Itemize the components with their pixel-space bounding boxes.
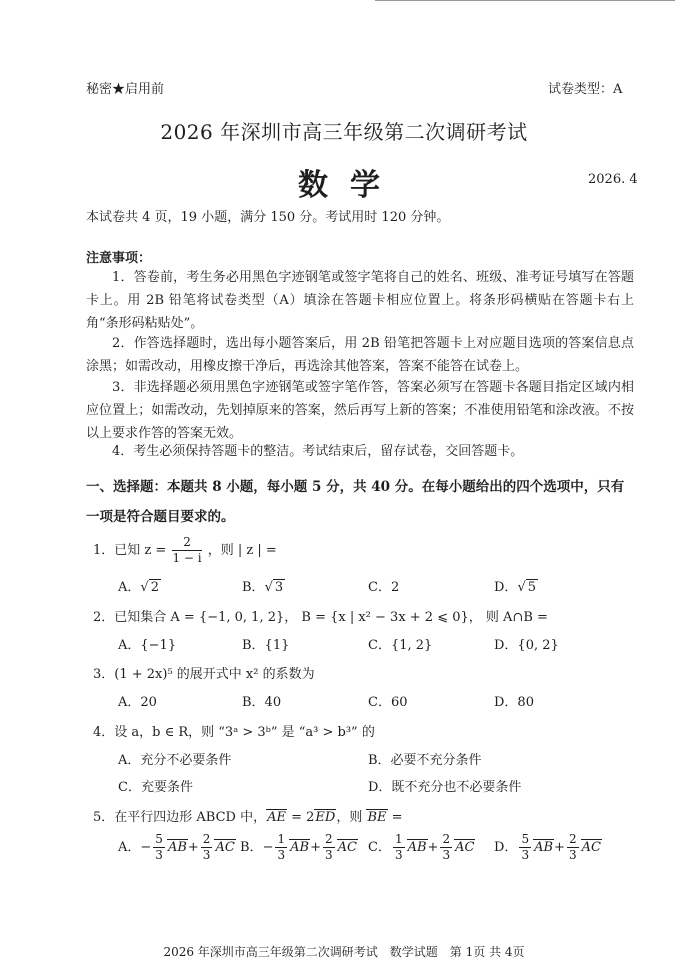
vector-be: BE — [367, 810, 387, 825]
q1-number: 1． — [93, 543, 115, 558]
vector-ed: ED — [315, 810, 336, 825]
q1-option-b: B．√ 3 — [242, 580, 284, 595]
q3-option-d: D．80 — [494, 695, 534, 710]
q1-option-d: D．√ 5 — [494, 580, 537, 595]
q2-option-c: C．{1, 2} — [368, 638, 433, 653]
q5-option-d: D． $\frac{5}{3}$ AB+ $\frac{2}{3}$ AC — [494, 832, 601, 862]
q5-option-a: A．− $\frac{5}{3}$ AB+ $\frac{2}{3}$ AC — [118, 832, 235, 862]
scan-edge-line — [375, 0, 675, 2]
question-4: 4．设 a，b ∈ R，则 “3ᵃ > 3ᵇ” 是 “a³ > b³” 的 — [93, 725, 375, 740]
q1-prefix: 已知 z = — [114, 543, 167, 558]
q1-option-a: A．√ 2 — [118, 580, 159, 595]
note-item-4: 4．考生必须保持答题卡的整洁。考试结束后，留存试卷，交回答题卡。 — [112, 444, 524, 459]
section-1-heading: 一、选择题：本题共 8 小题，每小题 5 分，共 40 分。在每小题给出的四个选项中，只有一项是符合题目要求的。 — [86, 479, 625, 525]
q1-option-c: C．2 — [368, 580, 400, 595]
exam-title: 2026 年深圳市高三年级第二次调研考试 — [160, 120, 528, 144]
q3-option-b: B．40 — [242, 695, 282, 710]
exam-date: 2026. 4 — [588, 172, 638, 187]
q1-frac-numerator: 2 — [172, 535, 201, 551]
note-item-3: 3．非选择题必须用黑色字迹钢笔或签字笔作答，答案必须写在答题卡各题目指定区域内相应位置上；如需改动，先划掉原来的答案，然后再写上新的答案；不准使用铅笔和涂改液。不按以上要求作答的答案无效。 — [86, 380, 634, 441]
confidential-label: 秘密★启用前 — [86, 82, 165, 97]
exam-summary: 本试卷共 4 页，19 小题，满分 150 分。考试用时 120 分钟。 — [86, 210, 450, 225]
q4-option-a: A．充分不必要条件 — [118, 753, 232, 768]
q5-option-c: C． $\frac{1}{3}$ AB+ $\frac{2}{3}$ AC — [368, 832, 475, 862]
subject-title: 数学 — [298, 168, 402, 203]
note-item-2: 2．作答选择题时，选出每小题答案后，用 2B 铅笔把答题卡上对应题目选项的答案信息点涂黑；如需改动，用橡皮擦干净后，再选涂其他答案，答案不能答在试卷上。 — [86, 336, 634, 374]
note-item-1: 1．答卷前，考生务必用黑色字迹钢笔或签字笔将自己的姓名、班级、准考证号填写在答题卡上。用 2B 铅笔将试卷类型（A）填涂在答题卡相应位置上。将条形码横贴在答题卡右上角“条形码粘贴处”。 — [86, 270, 634, 331]
q1-fraction — [172, 535, 201, 566]
q2-option-b: B．{1} — [242, 638, 290, 653]
q1-suffix: ，则 | z | = — [207, 543, 277, 558]
q5-option-b: B．− $\frac{1}{3}$ AB+ $\frac{2}{3}$ AC — [240, 832, 357, 862]
page-footer: 2026 年深圳市高三年级第二次调研考试 数学试题 第 1页 共 4页 — [163, 945, 525, 959]
q1-frac-denominator: 1 − i — [172, 551, 202, 565]
question-1 — [93, 535, 277, 566]
question-5: 5．在平行四边形 ABCD 中，AE = 2ED，则 BE = — [93, 810, 403, 825]
question-2: 2．已知集合 A = {−1, 0, 1, 2}， B = {x | x² − 3x + 2 ⩽ 0}， 则 A∩B = — [93, 610, 548, 625]
q2-option-a: A．{−1} — [118, 638, 177, 653]
q4-option-b: B．必要不充分条件 — [368, 753, 482, 768]
notes-heading: 注意事项： — [86, 251, 152, 266]
q3-option-c: C．60 — [368, 695, 408, 710]
q4-option-d: D．既不充分也不必要条件 — [368, 780, 522, 795]
vector-ae: AE — [267, 810, 286, 825]
paper-type-label: 试卷类型：A — [548, 82, 623, 97]
q2-option-d: D．{0, 2} — [494, 638, 559, 653]
q3-option-a: A．20 — [118, 695, 157, 710]
question-3: 3．(1 + 2x)⁵ 的展开式中 x² 的系数为 — [93, 667, 315, 682]
q4-option-c: C．充要条件 — [118, 780, 193, 795]
